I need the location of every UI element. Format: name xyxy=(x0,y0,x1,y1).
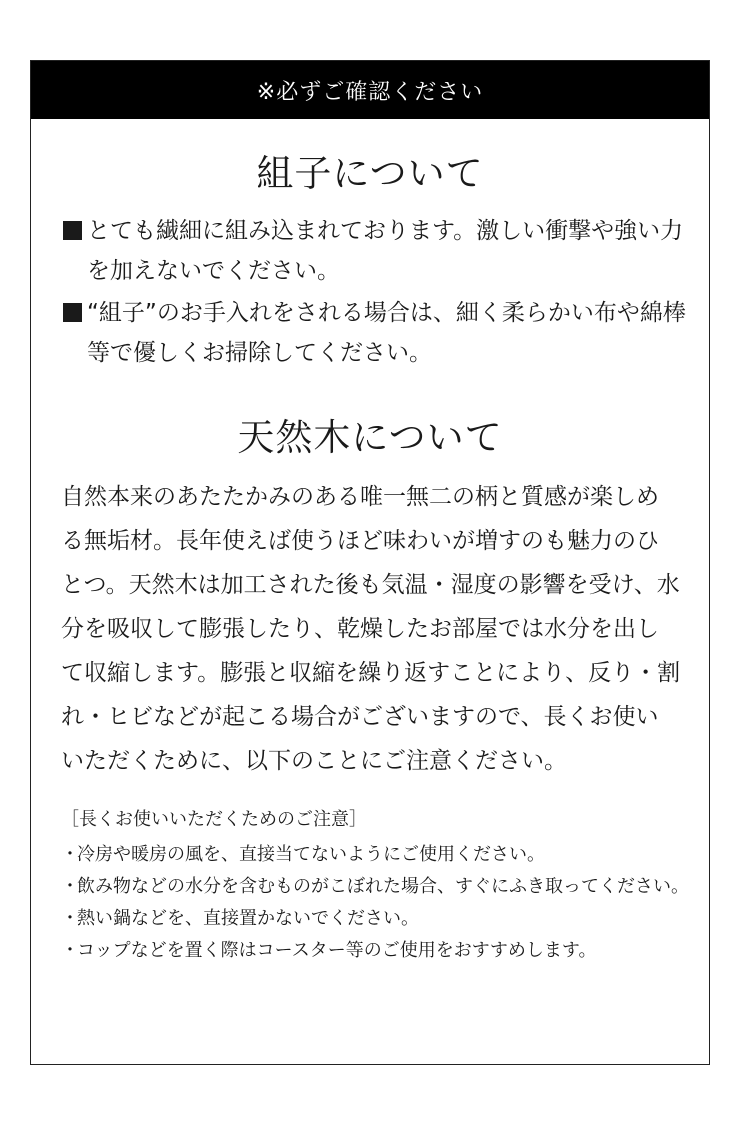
note-text: 飲み物などの水分を含むものがこぼれた場合、すぐにふき取ってください。 xyxy=(77,876,689,897)
bullet-dot: ・ xyxy=(61,844,79,865)
list-item xyxy=(61,903,689,935)
banner-text: ※必ずご確認ください xyxy=(256,79,484,105)
kumiko-title: 組子について xyxy=(256,152,484,195)
list-item xyxy=(63,293,695,373)
wood-body: 自然本来のあたたかみのある唯一無二の柄と質感が楽しめる無垢材。長年使えば使うほど味わいが増すのも魅力のひとつ。天然木は加工された後も気温・湿度の影響を受け、水分を吸収して膨張したり、乾燥したお部屋では水分を出して収縮します。膨張と収縮を繰り返すことにより、反り・割れ・ヒビなどが起こる場合がございますので、長くお使いいただくために、以下のことにご注意ください。 xyxy=(61,484,681,774)
list-item xyxy=(61,839,689,871)
list-item-text: とても繊細に組み込まれております。激しい衝撃や強い力を加えないでください。 xyxy=(87,218,684,284)
black-square-icon xyxy=(63,221,82,240)
list-item xyxy=(61,871,689,903)
list-item xyxy=(63,211,695,291)
notice-banner xyxy=(31,61,709,119)
notice-card xyxy=(30,60,710,1065)
kumiko-list xyxy=(31,211,709,373)
bullet-dot: ・ xyxy=(61,940,79,961)
wood-title: 天然木について xyxy=(237,416,503,459)
note-text: 熱い鍋などを、直接置かないでください。 xyxy=(77,908,419,929)
black-square-icon xyxy=(63,303,82,322)
care-notes xyxy=(31,805,709,967)
notes-heading: ［長くお使いいただくためのご注意］ xyxy=(61,809,367,830)
note-text: コップなどを置く際はコースター等のご使用をおすすめします。 xyxy=(77,940,597,961)
list-item-text: “組子”のお手入れをされる場合は、細く柔らかい布や綿棒等で優しくお掃除してください。 xyxy=(87,300,686,366)
notes-list xyxy=(61,839,689,967)
bullet-dot: ・ xyxy=(61,876,79,897)
list-item xyxy=(61,935,689,967)
note-text: 冷房や暖房の風を、直接当てないようにご使用ください。 xyxy=(77,844,545,865)
bullet-dot: ・ xyxy=(61,908,79,929)
